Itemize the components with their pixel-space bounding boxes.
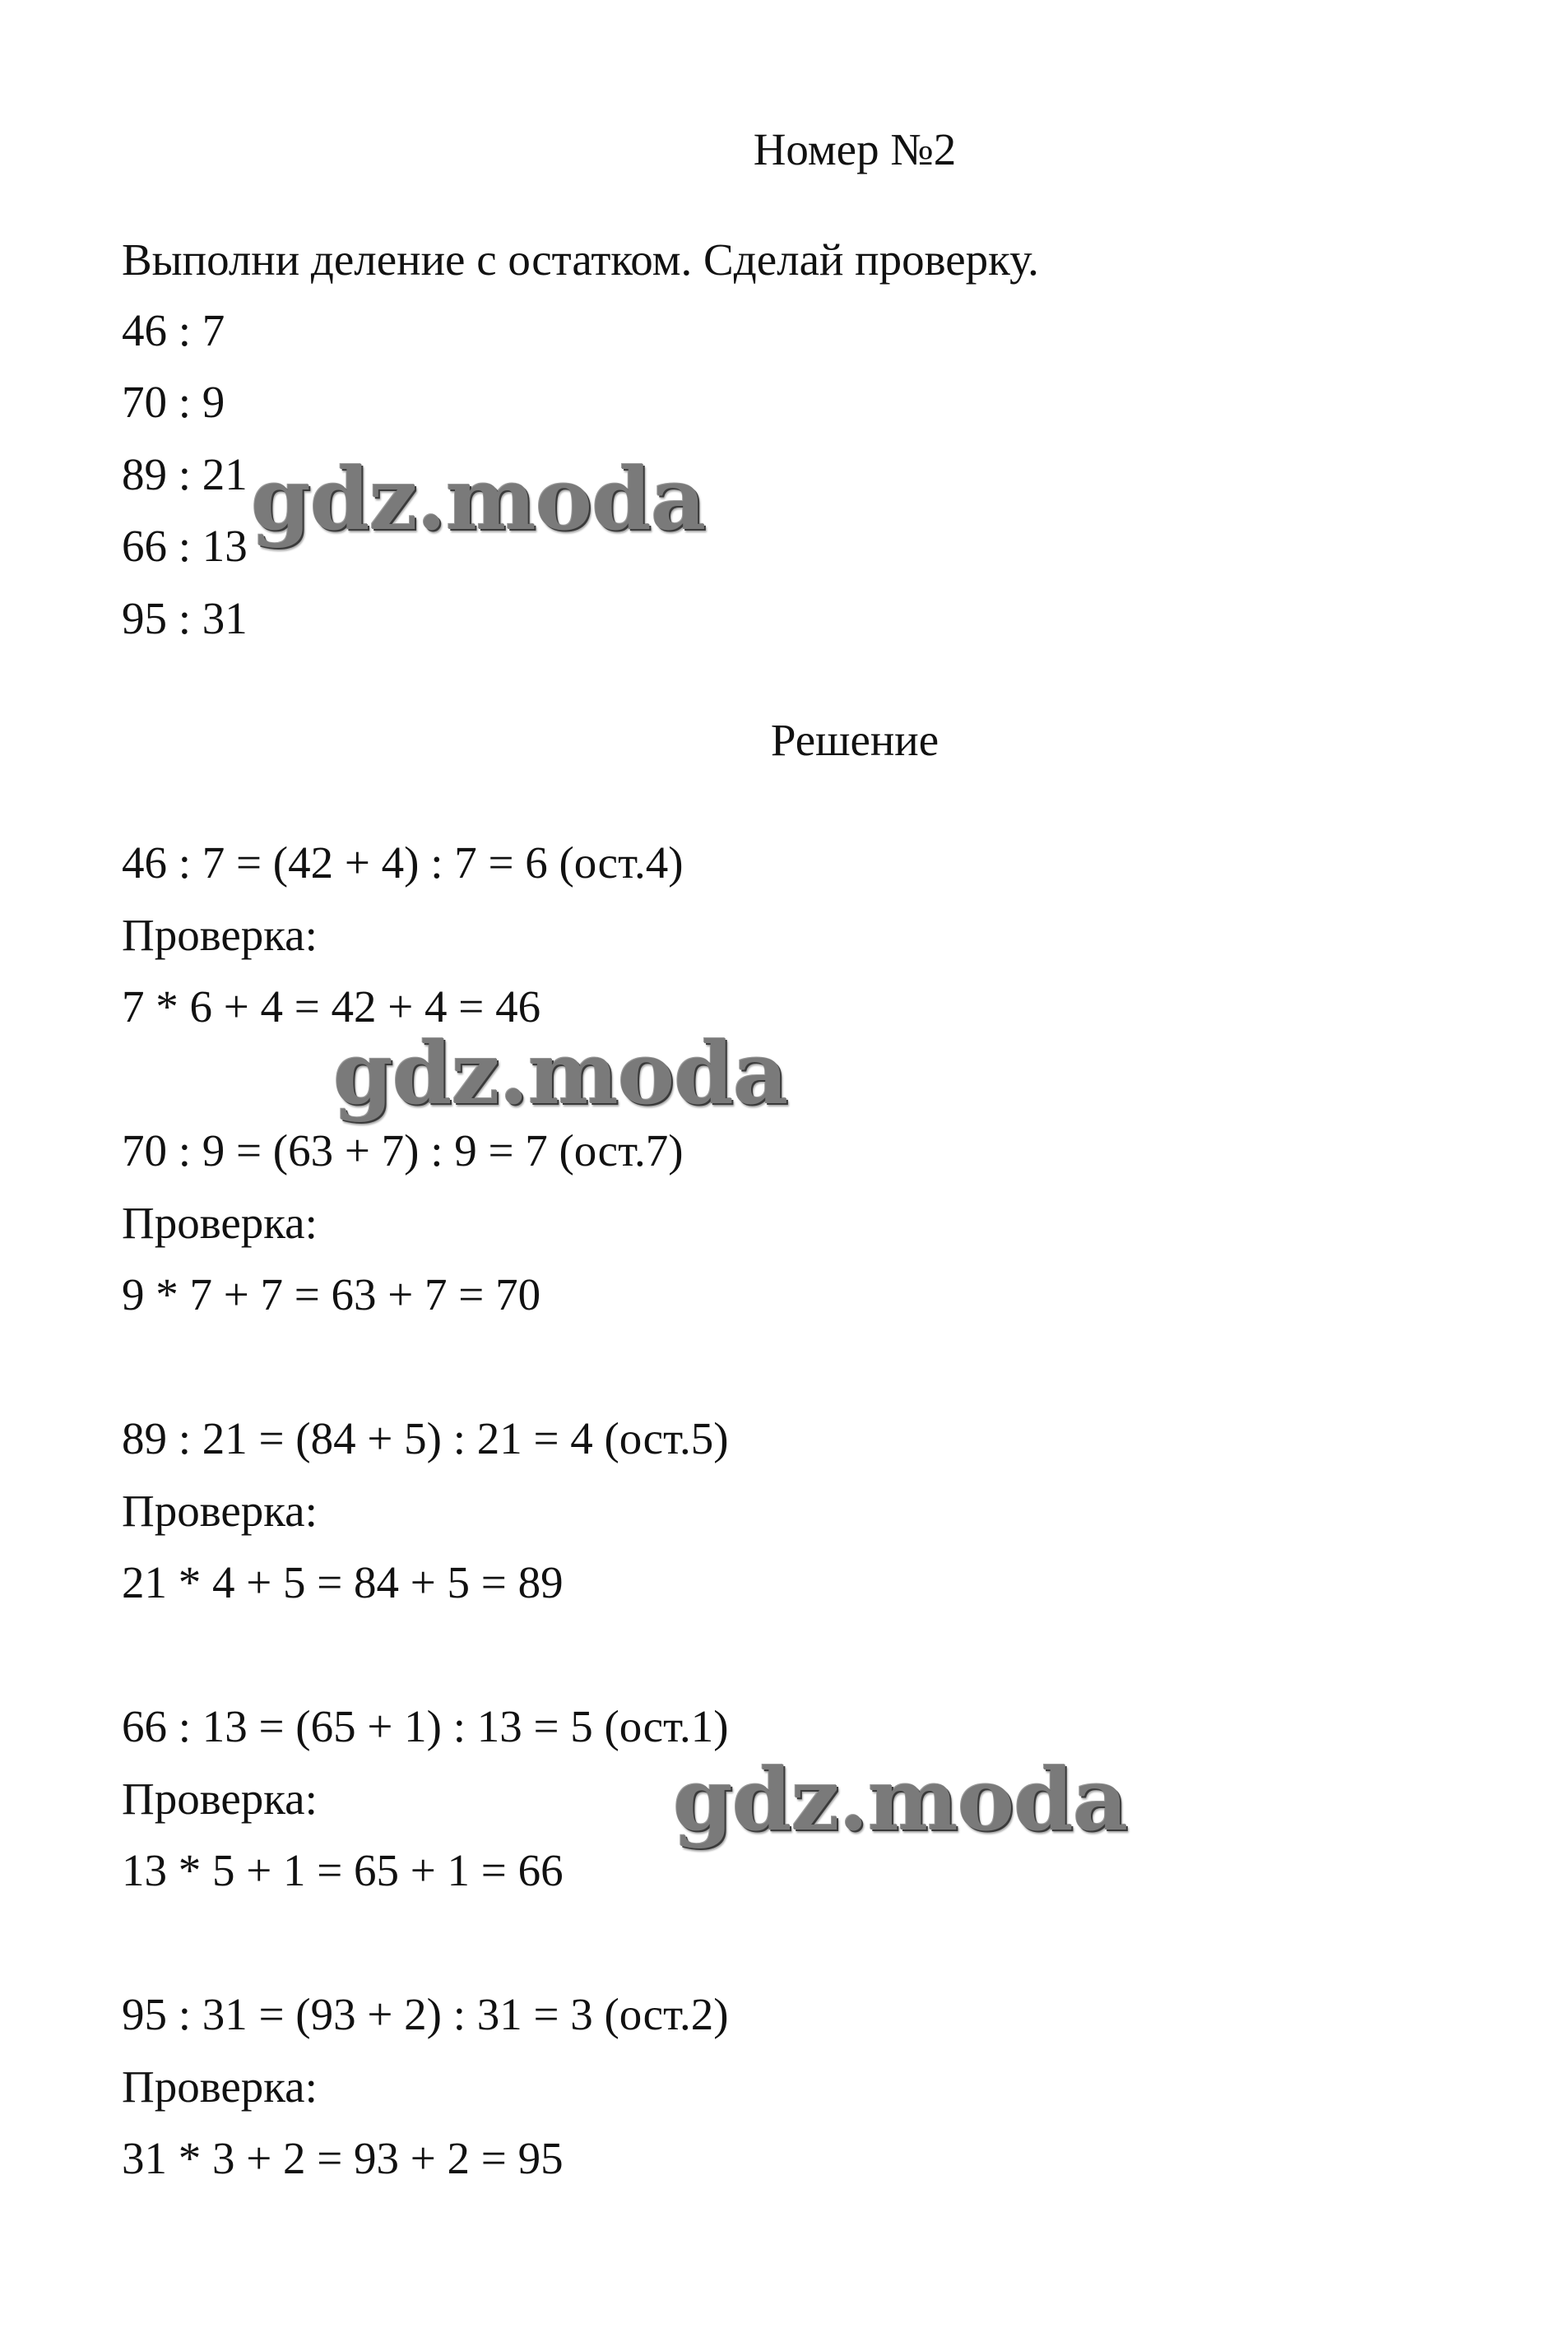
check-label: Проверка: (122, 1198, 318, 1248)
check-equation: 21 * 4 + 5 = 84 + 5 = 89 (122, 1557, 564, 1607)
check-equation: 13 * 5 + 1 = 65 + 1 = 66 (122, 1845, 564, 1895)
task-item: 95 : 31 (122, 593, 248, 643)
check-label: Проверка: (122, 910, 318, 960)
solution-equation: 95 : 31 = (93 + 2) : 31 = 3 (ост.2) (122, 1989, 729, 2039)
check-equation: 7 * 6 + 4 = 42 + 4 = 46 (122, 981, 541, 1032)
solution-equation: 89 : 21 = (84 + 5) : 21 = 4 (ост.5) (122, 1413, 729, 1463)
task-item: 46 : 7 (122, 305, 225, 355)
page-title: Номер №2 (753, 124, 957, 174)
solution-equation: 46 : 7 = (42 + 4) : 7 = 6 (ост.4) (122, 837, 684, 888)
solution-equation: 66 : 13 = (65 + 1) : 13 = 5 (ост.1) (122, 1701, 729, 1751)
watermark: gdz.moda (333, 1023, 788, 1124)
check-label: Проверка: (122, 1486, 318, 1536)
task-instruction: Выполни деление с остатком. Сделай проверку. (122, 234, 1039, 285)
check-equation: 31 * 3 + 2 = 93 + 2 = 95 (122, 2133, 564, 2183)
task-item: 89 : 21 (122, 449, 248, 499)
check-equation: 9 * 7 + 7 = 63 + 7 = 70 (122, 1269, 541, 1319)
watermark: gdz.moda (673, 1749, 1128, 1850)
task-item: 66 : 13 (122, 521, 248, 571)
check-label: Проверка: (122, 2061, 318, 2112)
check-label: Проверка: (122, 1774, 318, 1824)
task-item: 70 : 9 (122, 377, 225, 427)
solution-heading: Решение (770, 715, 939, 765)
solution-equation: 70 : 9 = (63 + 7) : 9 = 7 (ост.7) (122, 1125, 684, 1176)
watermark: gdz.moda (251, 448, 706, 550)
